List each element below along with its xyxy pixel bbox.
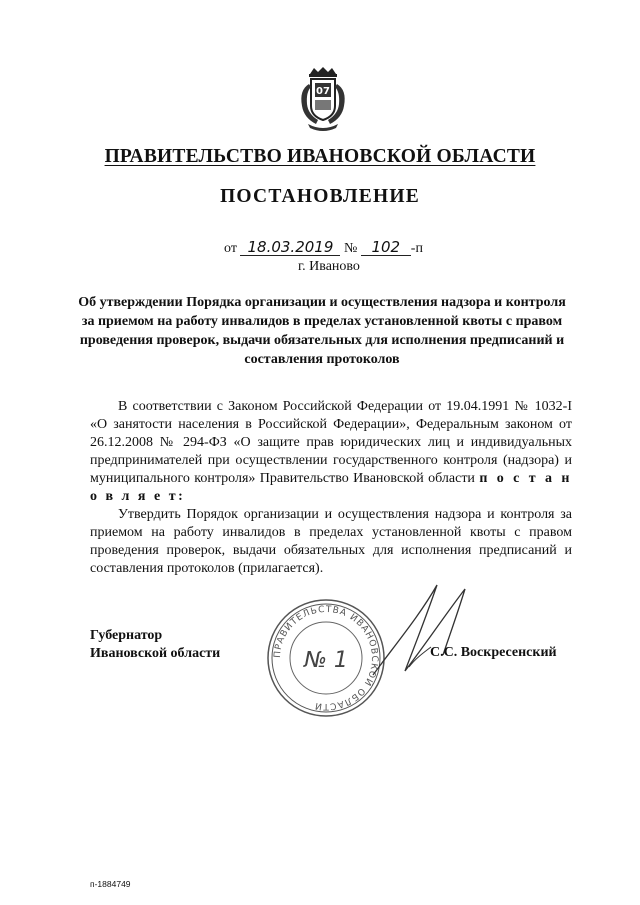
handwritten-signature: [365, 575, 515, 685]
government-title: ПРАВИТЕЛЬСТВО ИВАНОВСКОЙ ОБЛАСТИ: [104, 146, 536, 167]
date-number-line: [224, 240, 423, 257]
date-prefix: от: [224, 241, 237, 256]
clause-paragraph: Утвердить Порядок организации и осуществления надзора и контроля за приемом на работу инвалидов в пределах установленной квоты с правом проведения проверок, выдачи обязательных для исполнения предписаний и составления протоколов (прилагается).: [90, 507, 572, 576]
role-line-2: Ивановской области: [90, 646, 221, 661]
number-suffix: -п: [410, 241, 423, 256]
preamble-text: В соответствии с Законом Российской Федерации от 19.04.1991 № 1032-I «О занятости населения в Российской Федерации», Федеральным законом от 26.12.2008 № 294-ФЗ «О защите прав юридических лиц и индивидуальных предпринимателей при осуществлении государственного контроля (надзора) и муниципального контроля» Правительство Ивановской области: [90, 399, 572, 486]
signatory-name: С.С. Воскресенский: [430, 645, 557, 660]
coat-of-arms-icon: [296, 66, 350, 132]
handwritten-number: 102: [361, 240, 411, 256]
preamble-paragraph: [90, 398, 572, 506]
role-line-1: Губернатор: [90, 628, 163, 643]
document-subject: Об утверждении Порядка организации и осуществления надзора и контроля за приемом на работу инвалидов в пределах установленной квоты с правом проведения проверок, выдачи обязательных для исполнения предписаний и составления протоколов: [78, 295, 566, 367]
signatory-role: [90, 627, 220, 663]
svg-text:07: 07: [316, 86, 330, 97]
resolves-word: п о с т а н о в л я е т:: [90, 471, 572, 504]
handwritten-date: 18.03.2019: [240, 240, 340, 256]
city: г. Иваново: [298, 259, 360, 274]
seal-center: № 1: [304, 648, 348, 673]
document-type: ПОСТАНОВЛЕНИЕ: [220, 186, 420, 207]
document-body: [90, 398, 572, 578]
number-label: №: [343, 241, 358, 256]
footer-code: п-1884749: [90, 879, 131, 889]
seal-text: ПРАВИТЕЛЬСТВА ИВАНОВСКОЙ ОБЛАСТИ: [272, 604, 380, 712]
